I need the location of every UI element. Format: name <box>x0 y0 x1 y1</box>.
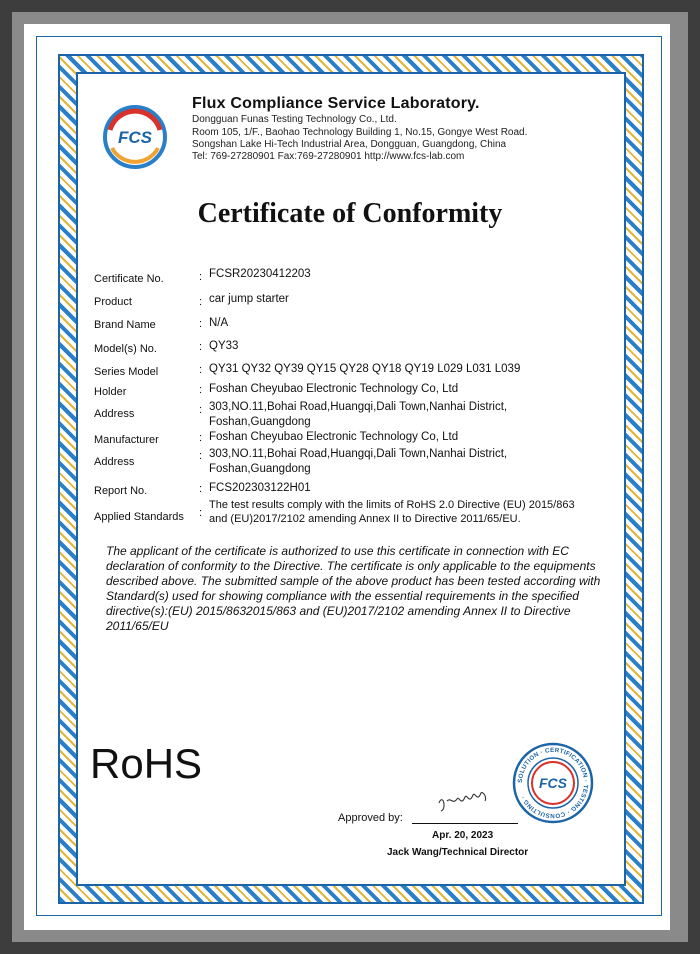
colon: : <box>199 507 203 519</box>
logo-text: FCS <box>118 128 152 147</box>
field-value-brand-name: N/A <box>209 317 229 329</box>
colon: : <box>199 341 203 353</box>
lab-name: Flux Compliance Service Laboratory. <box>192 95 480 112</box>
field-label-certificate-no: Certificate No. <box>94 273 164 285</box>
field-label-brand-name: Brand Name <box>94 319 156 331</box>
field-value-holder-address: 303,NO.11,Bohai Road,Huangqi,Dali Town,Nanhai District, <box>209 401 508 413</box>
colon: : <box>199 404 203 416</box>
conformity-statement <box>106 544 608 634</box>
field-value-applied-standards: The test results comply with the limits of RoHS 2.0 Directive (EU) 2015/863 <box>209 499 575 511</box>
colon: : <box>199 384 203 396</box>
field-value-model-no: QY33 <box>209 340 239 352</box>
lab-company: Dongguan Funas Testing Technology Co., Ltd. <box>192 114 397 125</box>
field-label-product: Product <box>94 296 132 308</box>
certificate-title: Certificate of Conformity <box>197 198 503 229</box>
field-value-manufacturer: Foshan Cheyubao Electronic Technology Co, Ltd <box>209 431 459 443</box>
lab-address-line1: Room 105, 1/F., Baohao Technology Building 1, No.15, Gongye West Road. <box>192 127 528 138</box>
field-value-holder-address-line2: Foshan,Guangdong <box>209 416 311 428</box>
signature-line <box>412 823 518 824</box>
field-label-applied-standards: Applied Standards <box>94 511 184 523</box>
colon: : <box>199 450 203 462</box>
approved-by-label: Approved by: <box>338 812 403 824</box>
field-value-manufacturer-address: 303,NO.11,Bohai Road,Huangqi,Dali Town,Nanhai District, <box>209 448 508 460</box>
lab-address-line2: Songshan Lake Hi-Tech Industrial Area, Dongguan, Guangdong, China <box>192 139 507 150</box>
signer-name: Jack Wang/Technical Director <box>387 847 529 858</box>
fcs-logo <box>102 104 168 170</box>
field-label-series-model: Series Model <box>94 366 159 378</box>
field-value-manufacturer-address-line2: Foshan,Guangdong <box>209 463 311 475</box>
field-value-product: car jump starter <box>209 293 289 305</box>
colon: : <box>199 318 203 330</box>
colon: : <box>199 271 203 283</box>
field-value-series-model: QY31 QY32 QY39 QY15 QY28 QY18 QY19 L029 L031 L039 <box>209 363 521 375</box>
colon: : <box>199 483 203 495</box>
field-value-certificate-no: FCSR20230412203 <box>209 268 311 280</box>
approval-date: Apr. 20, 2023 <box>432 830 494 841</box>
lab-contact: Tel: 769-27280901 Fax:769-27280901 http://www.fcs-lab.com <box>192 151 465 162</box>
field-label-report-no: Report No. <box>94 485 148 497</box>
field-label-manufacturer: Manufacturer <box>94 434 159 446</box>
field-label-holder: Holder <box>94 386 127 398</box>
field-value-report-no: FCS202303122H01 <box>209 482 311 494</box>
field-label-manufacturer-address: Address <box>94 456 135 468</box>
statement-text: The applicant of the certificate is authorized to use this certificate in connection with EC declaration of conformity to the Directive. The certificate is only applicable to the equipments described above. The submitted sample of the above product has been tested according with Standard(s) used for showing compliance with the essential requirements in the specified directive(s):(EU) 2015/8632015/863 and (EU)2017/2102 amending Annex II to Directive 2011/65/EU <box>106 544 601 633</box>
colon: : <box>199 364 203 376</box>
colon: : <box>199 296 203 308</box>
field-label-model-no: Model(s) No. <box>94 343 157 355</box>
field-value-applied-standards-line2: and (EU)2017/2102 amending Annex II to Directive 2011/65/EU. <box>209 513 521 525</box>
seal-ring-text: SOLUTION · CERTIFICATION · TESTING · CONSULTING · <box>516 746 590 820</box>
fcs-seal-stamp <box>512 742 594 824</box>
handwritten-signature <box>433 783 493 815</box>
field-label-holder-address: Address <box>94 408 135 420</box>
seal-center-text: FCS <box>539 775 567 791</box>
field-value-holder: Foshan Cheyubao Electronic Technology Co, Ltd <box>209 383 459 395</box>
rohs-mark: RoHS <box>90 740 203 787</box>
colon: : <box>199 432 203 444</box>
